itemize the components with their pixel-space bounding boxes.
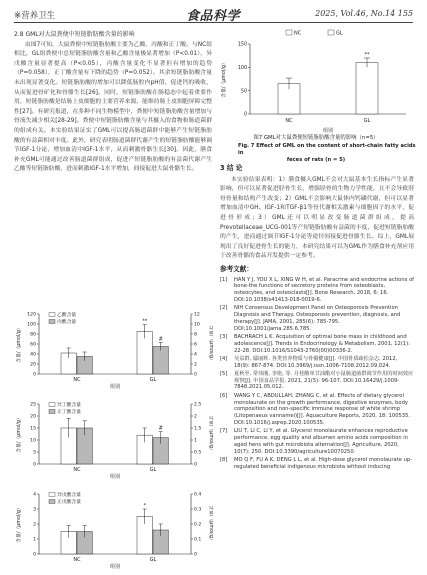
y-tick-label: 25 bbox=[30, 402, 36, 408]
y2-tick-label: 1.5 bbox=[194, 426, 202, 432]
y2-tick-label: 0 bbox=[194, 462, 197, 468]
y2-axis-title: 含量/（μmol/g） bbox=[208, 505, 213, 543]
y2-tick-label: 2 bbox=[194, 362, 197, 368]
chart-panel-0 bbox=[15, 311, 213, 390]
y2-tick-label: 1 bbox=[194, 438, 197, 444]
y-tick-label: 0 bbox=[33, 552, 36, 558]
section-2-8-body: 由图7可知，大鼠粪便中短链脂肪酸主要为乙酸、丙酸和正丁酸。与NC组相比，GL组粪便中总短链脂肪酸含量和乙酸含量极显著增加（P<0.01），异戊酸含量显著提高（P<0.05），丙酸含量变化不显著但有增加的趋势（P=0.058），正丁酸含量有下降的趋势（P=0.052）。其余短链脂肪酸含量未出现显著变化。短链脂肪酸的增加可以降低肠腔内pH值，促进钙的吸收，从而促进骨矿化和骨骼生长[26]。同时，短链脂肪酸在肠稳态中起着重要作用，短链脂肪酸是结肠上皮细胞的主要营养来源，能维持肠上皮细胞屏障完整性[27]。有研究报道，在多种不同生物模型中，粪便中短链脂肪酸含量增加与骨流失减少相关[28-29]。粪便中短链脂肪酸含量与其摄入的食物和肠道菌群的组成有关。本实验结果证实了GML可以提高肠道菌群中能够产生短链脂肪酸的有益菌相对丰度。此外，研究表明肠道菌群代谢产生的短链脂肪酸能够调节IGF-1分泌，增加血清中IGF-1水平，从而刺激骨骼生长[30]。因此，膳食补充GML可能通过改善肠道菌群组成，促进产短链脂肪酸的有益菌代谢产生乙酸等短链脂肪酸，进而刺激IGF-1水平增加，间接促进大鼠骨骼生长。 bbox=[14, 41, 212, 173]
y-tick-label: 100 bbox=[27, 322, 36, 328]
y-tick-label: 5 bbox=[33, 450, 36, 456]
y-axis-title: 含量/（μmol/g） bbox=[17, 505, 22, 543]
y2-tick-label: 6 bbox=[194, 342, 197, 348]
reference-text: 吴益群, 鄢丽辉. 各类营养物质与骨骼健康[J]. 中国骨质疏松杂志, 2012, 18(9): 867-874. DOI:10.3969/j.issn.1006-7108.2012.09.024. bbox=[234, 355, 398, 369]
legend-label: 正丁酸含量 bbox=[57, 410, 81, 415]
significance-mark: * bbox=[143, 503, 146, 509]
chart-panel-total bbox=[220, 30, 406, 134]
y-axis-title: 含量/（μmol/g） bbox=[222, 60, 227, 98]
legend-swatch bbox=[49, 313, 55, 317]
figure-7-left-charts bbox=[13, 300, 213, 570]
y2-tick-label: 0.5 bbox=[194, 450, 202, 456]
y-tick-label: 0 bbox=[243, 112, 247, 118]
legend-label: NC bbox=[294, 30, 302, 37]
x-tick-label: NC bbox=[73, 557, 81, 563]
left-column bbox=[14, 30, 212, 175]
reference-item bbox=[220, 428, 414, 455]
x-tick-label: NC bbox=[73, 377, 81, 383]
journal-title: 食品科学 bbox=[186, 9, 241, 24]
conclusion-body: 本实验结果表明：1）膳食摄入GML不会对大鼠基本生长指标产生显著影响，但可以显著促进胫骨生长，增强胫骨的生物力学性能，且不会导致胫骨骨量和结构产生改变；2）GML不会影响大鼠体内钙磷代谢，但可以显著增加血清中GH、IGF-1和TGF-β1等骨代谢相关激素与细胞因子的水平，促进骨形成；3）GML还可以明显改变肠道菌群组成，提高Prevotellaceae_UCG-001等产短链脂肪酸有益菌的丰度，促进短链脂肪酸的产生，进而通过调节IGF-1分泌等途径间接促进骨骼生长。综上，GML展现出了良好促进骨生长的能力，本研究结果可以为GML作为膳食补充剂应用于改善骨骼的食品开发提供一定参考。 bbox=[220, 176, 414, 260]
y2-tick-label: 0.1 bbox=[194, 537, 202, 543]
figure-7-caption-en-1: Fig. 7 Effect of GML on the content of short-chain fatty acids in bbox=[238, 142, 416, 156]
figure-7-caption-zh: 图7 GML对大鼠粪便短链脂肪酸含量的影响（n=5） bbox=[253, 135, 379, 141]
reference-number: [7] bbox=[220, 428, 228, 435]
y2-tick-label: 0.2 bbox=[194, 522, 202, 528]
y-tick-label: 80 bbox=[30, 332, 36, 338]
journal-section-label: ※营养卫生 bbox=[14, 11, 56, 21]
issue-info: 2025, Vol.46, No.14 155 bbox=[315, 9, 413, 18]
legend-swatch bbox=[49, 410, 55, 414]
y-tick-label: 1 bbox=[33, 537, 36, 543]
reference-number: [4] bbox=[220, 355, 228, 362]
significance-mark: ** bbox=[142, 318, 148, 325]
x-tick-label: GL bbox=[149, 557, 157, 563]
y-tick-label: 100 bbox=[237, 65, 247, 71]
x-axis-title: 组别 bbox=[109, 384, 121, 390]
figure-7-caption-en-2: feces of rats (n = 5) bbox=[286, 156, 346, 163]
reference-text: HAN Y J, YOU X L, XING W H, et al. Paracrine and endocrine actions of bone-the functions of secretory proteins from osteoblasts, osteocytes, and osteoclasts[J]. Bone Research, 2018, 6: 16. DOI:10.1038/s41413-018-0019-6. bbox=[234, 276, 414, 303]
legend-swatch bbox=[328, 30, 334, 35]
reference-text: WANG Y C, ABDULLAH, ZHANG C, et al. Effects of dietary glycerol monolaurate on the growth performance, digestive enzymes, body composition and non-specific immune response of white shrimp (Litopenaeus vannamei)[J]. Aquaculture Reports, 2020, 18: 100535. DOI:10.1016/j.aqrep.2020.100535. bbox=[234, 392, 411, 426]
y-axis-title: 含量/（μmol/g） bbox=[17, 325, 22, 363]
legend-swatch bbox=[49, 500, 55, 504]
y-axis-title: 含量/（μmol/g） bbox=[17, 415, 22, 453]
bar bbox=[356, 63, 378, 114]
reference-number: [1] bbox=[220, 276, 228, 283]
reference-number: [8] bbox=[220, 456, 228, 463]
y-tick-label: 60 bbox=[30, 342, 36, 348]
y-tick-label: 15 bbox=[30, 426, 36, 432]
y2-tick-label: 0 bbox=[194, 372, 197, 378]
legend-label: 正戊酸含量 bbox=[57, 500, 81, 505]
reference-number: [2] bbox=[220, 305, 228, 312]
reference-text: BACHRACH L K. Acquisition of optimal bone mass in childhood and adolescence[J]. Trends in Endocrinology & Metabolism, 2001, 12(1): 22-28. DOI:10.1016/S1043-2760(00)00336-2. bbox=[234, 333, 410, 354]
y2-axis-title: 含量/（μmol/g） bbox=[208, 415, 213, 453]
y2-tick-label: 0.4 bbox=[194, 492, 202, 498]
reference-text: NIH Consensus Development Panel on Osteoporosis Prevention Diagnosis and Therapy. Osteoporosis prevention, diagnosis, and therapy[J]. JAMA, 2001, 285(6): 785-795. DOI:10.1001/jama.285.6.785. bbox=[234, 305, 401, 332]
x-axis-title: 组别 bbox=[109, 474, 121, 480]
y-tick-label: 50 bbox=[240, 89, 247, 95]
y2-tick-label: 10 bbox=[194, 322, 200, 328]
y2-axis-title: 含量/（μmol/g） bbox=[208, 325, 213, 363]
y2-tick-label: 4 bbox=[194, 352, 197, 358]
bar bbox=[153, 347, 168, 375]
conclusion-title: 3 结 论 bbox=[220, 164, 243, 172]
y-tick-label: 150 bbox=[237, 42, 247, 48]
y2-tick-label: 12 bbox=[194, 312, 200, 318]
y2-tick-label: 0.3 bbox=[194, 507, 202, 513]
figure-7-caption bbox=[216, 135, 416, 164]
figure-7-total-scfa-chart bbox=[216, 26, 416, 136]
y-tick-label: 120 bbox=[27, 312, 36, 318]
x-tick-label: NC bbox=[73, 467, 81, 473]
x-tick-label: NC bbox=[285, 118, 293, 124]
x-tick-label: GL bbox=[149, 377, 157, 383]
y-tick-label: 20 bbox=[30, 414, 36, 420]
y-tick-label: 20 bbox=[30, 362, 36, 368]
y-tick-label: 3 bbox=[33, 507, 36, 513]
y-tick-label: 10 bbox=[30, 438, 36, 444]
y2-tick-label: 8 bbox=[194, 332, 197, 338]
header-rule bbox=[14, 22, 413, 23]
legend-swatch bbox=[49, 403, 55, 407]
reference-text: MO Q F, FU A K, DENG L L, et al. High-dose glycerol monolaurate up-regulated beneficial indigenous microbiota without inducing bbox=[234, 456, 413, 470]
legend-label: 丙酸含量 bbox=[57, 320, 77, 325]
legend-label: GL bbox=[336, 30, 343, 37]
legend-label: 乙酸含量 bbox=[57, 313, 77, 318]
chart-panel-2 bbox=[15, 491, 213, 570]
y-tick-label: 4 bbox=[33, 492, 36, 498]
reference-text: LIU T, LI C, LI Y, et al. Glycerol monolaurate enhances reproductive performance, egg quality and albumen amino acids composition in aged hens with gut microbiota alternation[J]. Agriculture, 2020, 10(7): 250. DOI:10.3390/agriculture10070250. bbox=[234, 428, 409, 455]
legend-swatch bbox=[49, 493, 55, 497]
legend-swatch bbox=[49, 320, 55, 324]
y-tick-label: 40 bbox=[30, 352, 36, 358]
references-title: 参考文献： bbox=[220, 264, 253, 273]
x-axis-title: 组别 bbox=[322, 128, 334, 134]
reference-number: [5] bbox=[220, 370, 228, 377]
significance-mark: # bbox=[158, 425, 163, 432]
reference-item bbox=[220, 356, 414, 370]
x-axis-title: 组别 bbox=[109, 564, 121, 570]
right-column bbox=[220, 162, 414, 472]
significance-mark: ** bbox=[364, 52, 370, 58]
y2-tick-label: 2 bbox=[194, 414, 197, 420]
y-tick-label: 0 bbox=[33, 462, 36, 468]
legend-swatch bbox=[286, 30, 292, 35]
significance-mark: # bbox=[158, 336, 163, 343]
y2-tick-label: 2.5 bbox=[194, 402, 202, 408]
reference-item bbox=[220, 334, 414, 354]
reference-item bbox=[220, 457, 414, 471]
y-tick-label: 2 bbox=[33, 522, 36, 528]
section-2-8-title: 2.8 GML对大鼠粪便中短链脂肪酸含量的影响 bbox=[14, 31, 135, 38]
x-tick-label: GL bbox=[363, 118, 371, 124]
reference-item bbox=[220, 371, 414, 391]
legend-label: 异戊酸含量 bbox=[57, 493, 81, 498]
y-tick-label: 0 bbox=[33, 372, 36, 378]
chart-panel-1 bbox=[15, 401, 213, 480]
reference-list bbox=[220, 277, 414, 471]
reference-number: [3] bbox=[220, 333, 228, 340]
legend-label: 异丁酸含量 bbox=[57, 403, 81, 408]
reference-item bbox=[220, 393, 414, 427]
reference-item bbox=[220, 277, 414, 304]
reference-text: 夏秋至, 常伟刚, 李艳, 等. 月桂酸单甘油酯对小鼠肠道菌群调节作用的时间效应观察[J]. 中国食品学报, 2021, 21(5): 96-107. DOI:10.16429/j.1009-7848.2021.05.012. bbox=[234, 370, 414, 391]
x-tick-label: GL bbox=[149, 467, 157, 473]
reference-number: [6] bbox=[220, 392, 228, 399]
y2-tick-label: 0 bbox=[194, 552, 197, 558]
reference-item bbox=[220, 305, 414, 332]
